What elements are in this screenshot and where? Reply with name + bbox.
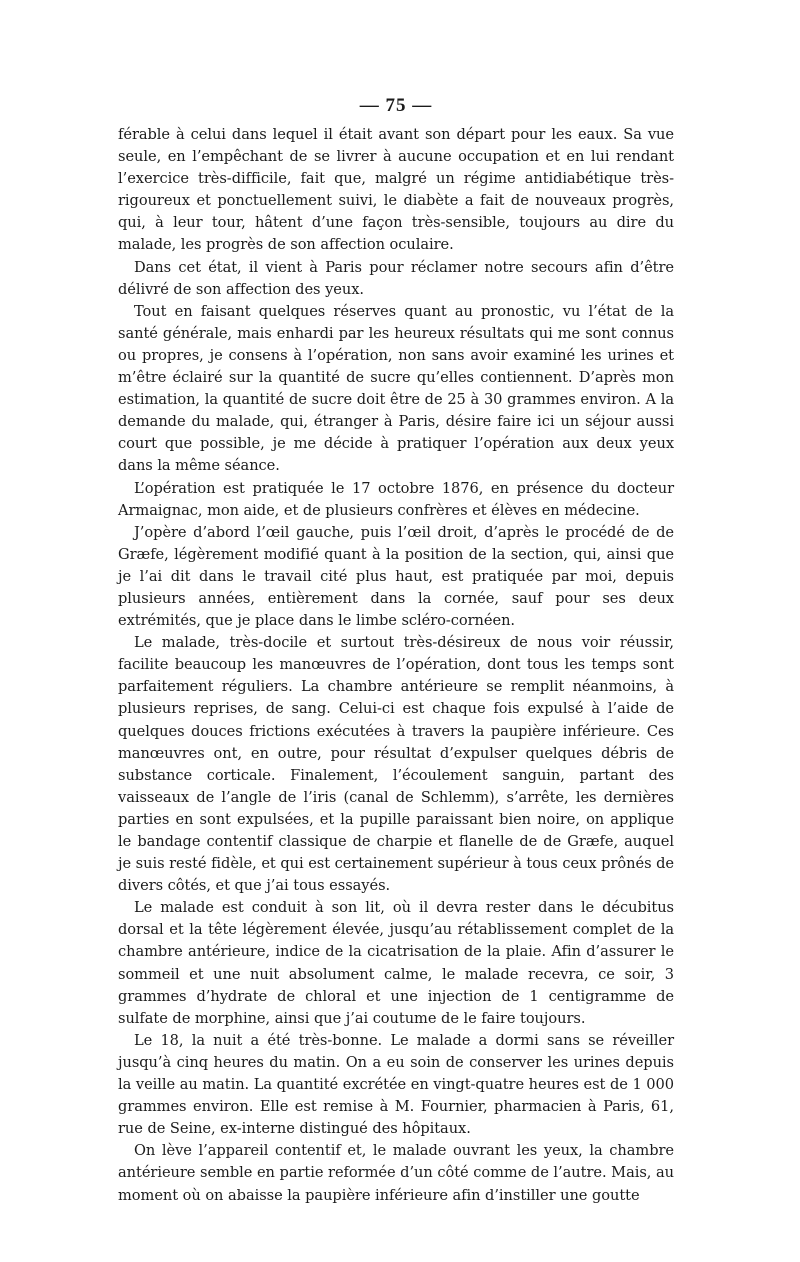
paragraph-prognosis: Tout en faisant quelques réserves quant au pronostic, vu l’état de la santé générale, mais enhardi par les heureux résultats qui me sont connus ou propres, je consens à l’opération, non sans avoir examiné les urines et m’être éclairé sur la quantité de sucre qu’elles contiennent. D’après mon estimation, la quantité de sucre doit être de 25 à 30 grammes environ. A la demande du malade, qui, étranger à Paris, désire faire ici un séjour aussi court que possible, je me décide à pratiquer l’opération aux deux yeux dans la même séance. [118, 302, 674, 475]
paragraph-procedure: J’opère d’abord l’œil gauche, puis l’œil droit, d’après le procédé de de Græfe, légèrement modifié quant à la position de la section, qui, ainsi que je l’ai dit dans le travail cité plus haut, est pratiquée par moi, depuis plusieurs années, entièrement dans la cornée, sauf pour ses deux extrémités, que je place dans le limbe scléro-cornéen. [118, 523, 674, 630]
paragraph-day-18: Le 18, la nuit a été très-bonne. Le malade a dormi sans se réveiller jusqu’à cinq heures du matin. On a eu soin de conserver les urines depuis la veille au matin. La quantité excrétée en vingt-quatre heures est de 1 000 grammes environ. Elle est remise à M. Fournier, pharmacien à Paris, 61, rue de Seine, ex-interne distingué des hôpitaux. [118, 1031, 674, 1138]
page-number: — 75 — [359, 95, 433, 116]
paragraph-arrival-paris: Dans cet état, il vient à Paris pour réclamer notre secours afin d’être délivré de son affection des yeux. [118, 258, 674, 298]
paragraph-continuation: férable à celui dans lequel il était avant son départ pour les eaux. Sa vue seule, en l’empêchant de se livrer à aucune occupation et en lui rendant l’exercice très-difficile, fait que, malgré un régime antidiabétique très-rigoureux et ponctuellement suivi, le diabète a fait de nouveaux progrès, qui, à leur tour, hâtent d’une façon très-sensible, toujours au dire du malade, les progrès de son affection oculaire. [118, 126, 674, 254]
paragraph-manoeuvres: Le malade, très-docile et surtout très-désireux de nous voir réussir, facilite beaucoup les manœuvres de l’opération, dont tous les temps sont parfaitement réguliers. La chambre antérieure se remplit néanmoins, à plusieurs reprises, de sang. Celui-ci est chaque fois expulsé à l’aide de quelques douces frictions exécutées à travers la paupière inférieure. Ces manœuvres ont, en outre, pour résultat d’expulser quelques débris de substance corticale. Finalement, l’écoulement sanguin, partant des vaisseaux de l’angle de l’iris (canal de Schlemm), s’arrête, les dernières parties en sont expulsées, et la pupille paraissant bien noire, on applique le bandage contentif classique de charpie et flanelle de de Græfe, auquel je suis resté fidèle, et qui est certainement supérieur à tous ceux prônés de divers côtés, et que j’ai tous essayés. [118, 634, 674, 895]
book-page [118, 93, 674, 1207]
paragraph-aftercare: Le malade est conduit à son lit, où il devra rester dans le décubitus dorsal et la tête légèrement élevée, jusqu’au rétablissement complet de la chambre antérieure, indice de la cicatrisation de la plaie. Afin d’assurer le sommeil et une nuit absolument calme, le malade recevra, ce soir, 3 grammes d’hydrate de chloral et une injection de 1 centigramme de sulfate de morphine, ainsi que j’ai coutume de le faire toujours. [118, 899, 674, 1027]
paragraph-operation-date: L’opération est pratiquée le 17 octobre 1876, en présence du docteur Armaignac, mon aide, et de plusieurs confrères et élèves en médecine. [118, 479, 674, 519]
paragraph-bandage-removal: On lève l’appareil contentif et, le malade ouvrant les yeux, la chambre antérieure semble en partie reformée d’un côté comme de l’autre. Mais, au moment où on abaisse la paupière inférieure afin d’instiller une goutte [118, 1142, 674, 1204]
